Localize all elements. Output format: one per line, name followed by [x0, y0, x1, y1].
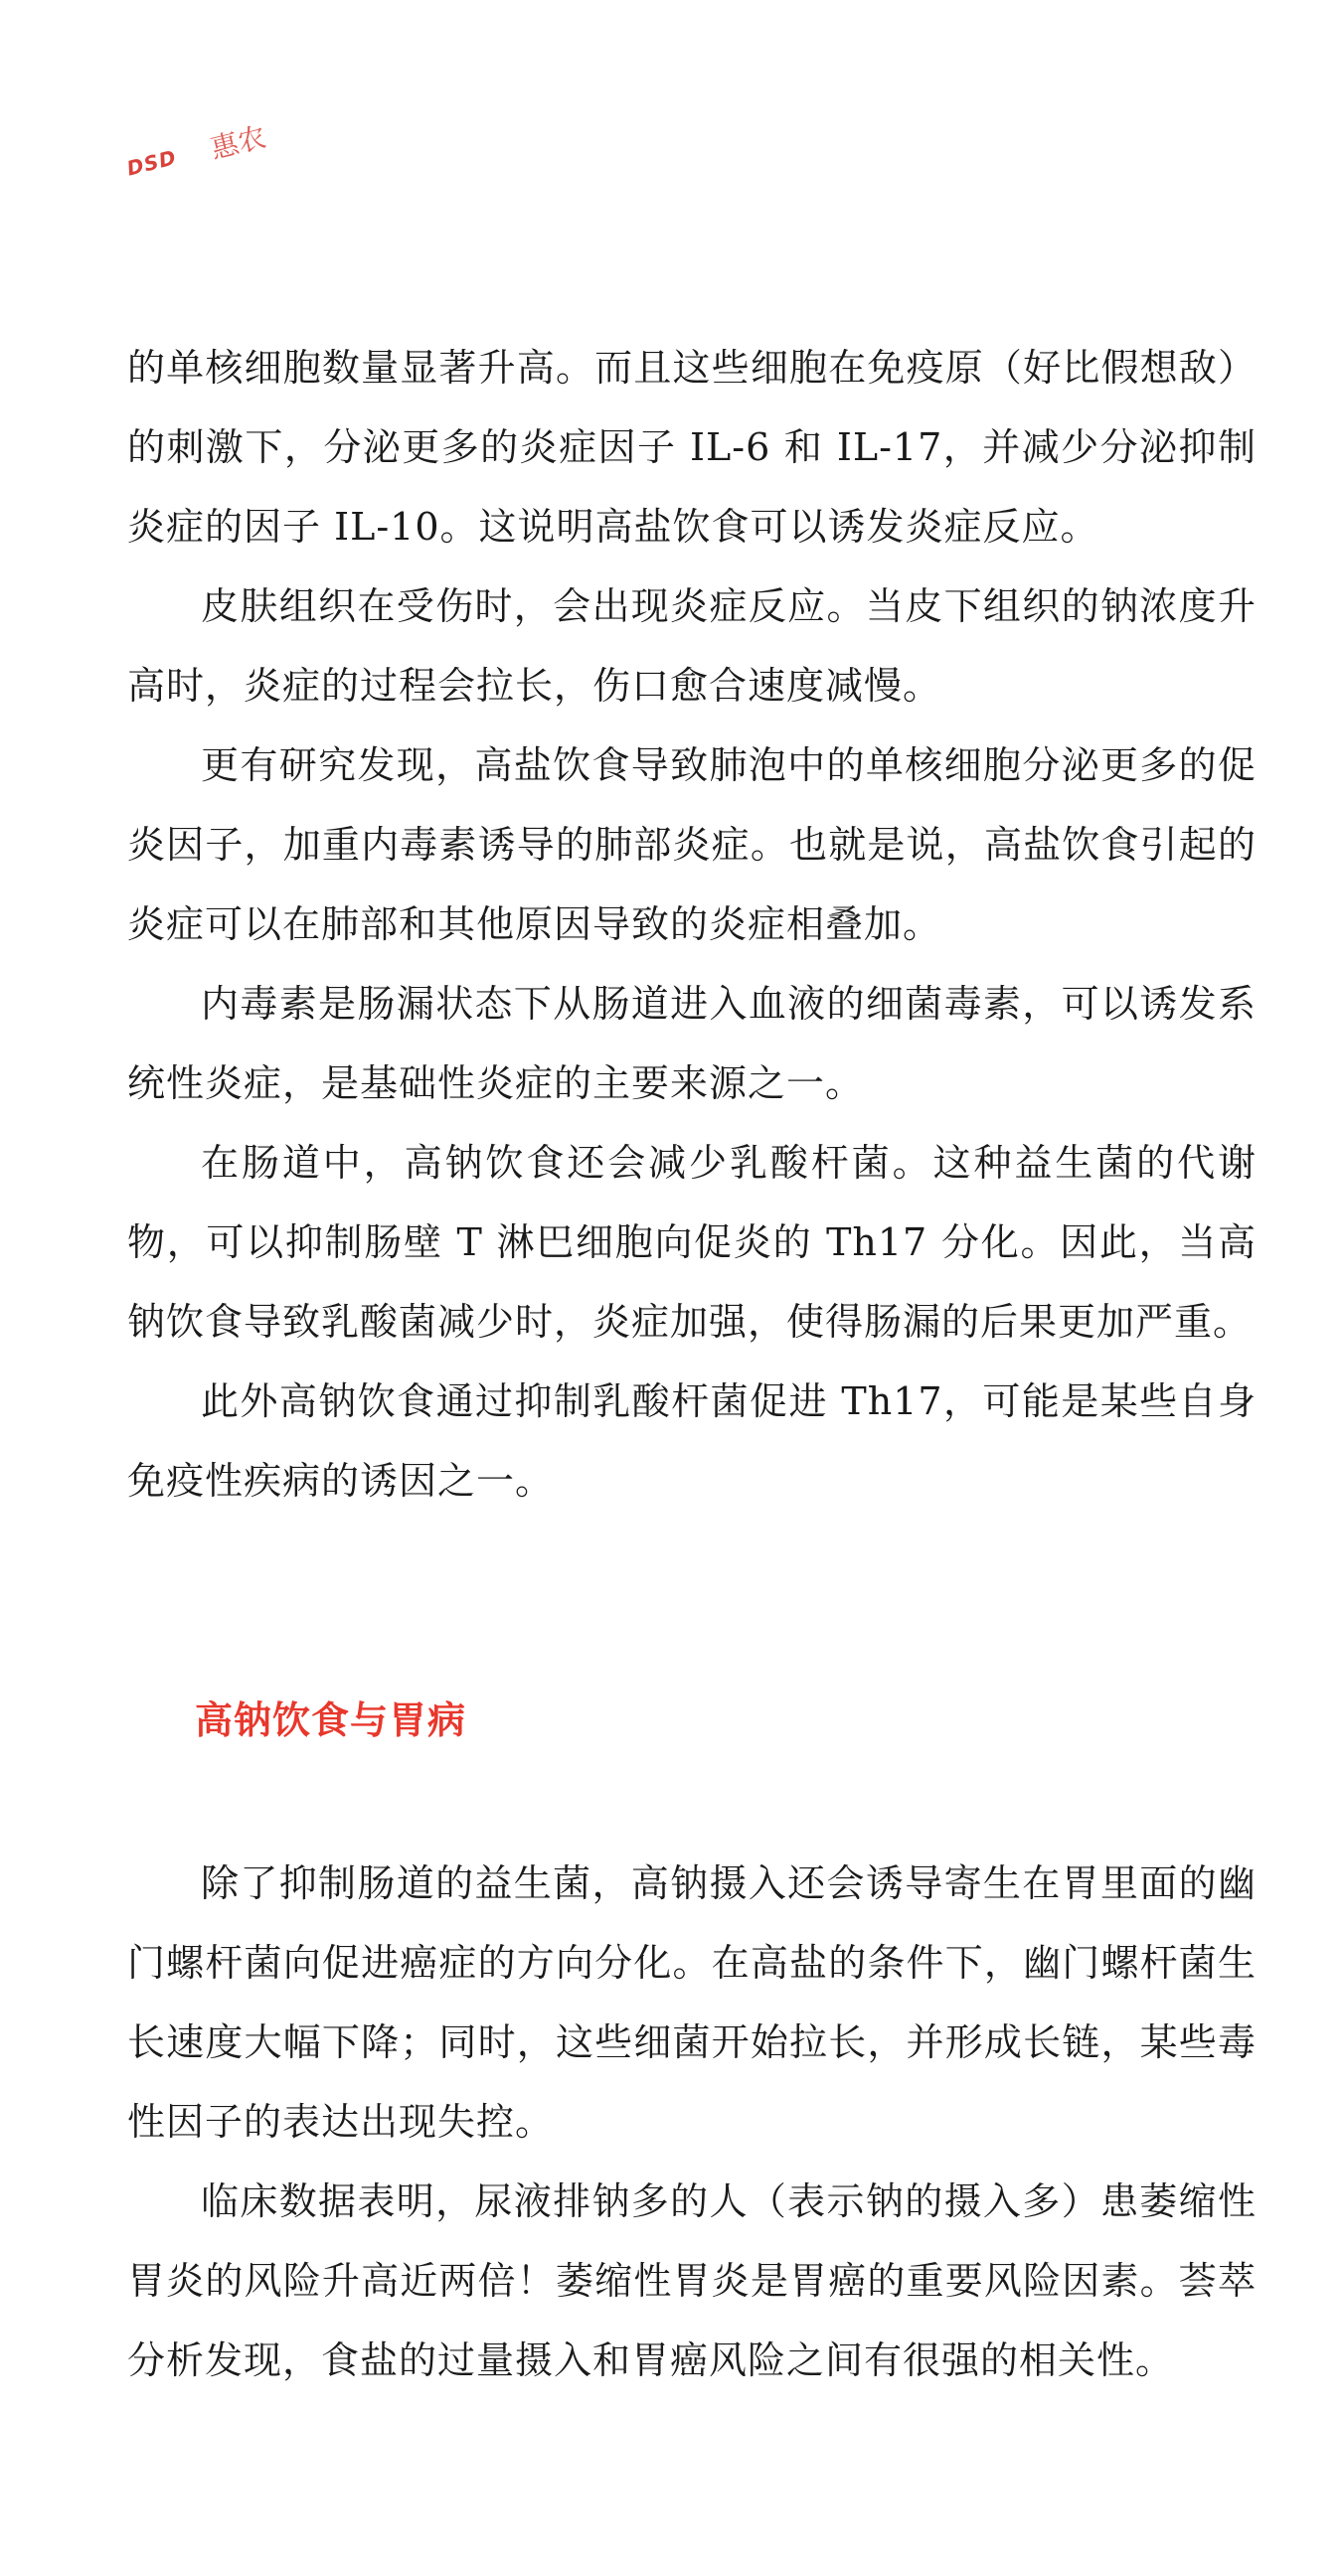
section-heading: 高钠饮食与胃病 [195, 1698, 467, 1742]
paragraph-continuation: 的单核细胞数量显著升高。而且这些细胞在免疫原（好比假想敌）的刺激下，分泌更多的炎症因子 IL-6 和 IL-17，并减少分泌抑制炎症的因子 IL-10。这说明高盐饮食可以诱发炎症反应。 [127, 346, 1257, 549]
paragraph-clinical-data: 临床数据表明，尿液排钠多的人（表示钠的摄入多）患萎缩性胃炎的风险升高近两倍！萎缩性胃炎是胃癌的重要风险因素。荟萃分析发现，食盐的过量摄入和胃癌风险之间有很强的相关性。 [127, 2179, 1257, 2382]
paragraph-skin-inflammation: 皮肤组织在受伤时，会出现炎症反应。当皮下组织的钠浓度升高时，炎症的过程会拉长，伤口愈合速度减慢。 [127, 584, 1257, 708]
section-2-body [127, 1844, 1257, 2400]
paragraph-lactobacillus: 在肠道中，高钠饮食还会减少乳酸杆菌。这种益生菌的代谢物，可以抑制肠壁 T 淋巴细胞向促炎的 Th17 分化。因此，当高钠饮食导致乳酸菌减少时，炎症加强，使得肠漏的后果更加严重。 [127, 1141, 1257, 1344]
paragraph-autoimmune: 此外高钠饮食通过抑制乳酸杆菌促进 Th17，可能是某些自身免疫性疾病的诱因之一。 [127, 1379, 1257, 1503]
stamp-code: DSD [124, 145, 180, 181]
stamp-signature: 惠农 [207, 119, 269, 166]
paragraph-lung-inflammation: 更有研究发现，高盐饮食导致肺泡中的单核细胞分泌更多的促炎因子，加重内毒素诱导的肺部炎症。也就是说，高盐饮食引起的炎症可以在肺部和其他原因导致的炎症相叠加。 [127, 743, 1257, 946]
red-ink-stamp [122, 115, 269, 188]
paragraph-helicobacter: 除了抑制肠道的益生菌，高钠摄入还会诱导寄生在胃里面的幽门螺杆菌向促进癌症的方向分化。在高盐的条件下，幽门螺杆菌生长速度大幅下降；同时，这些细菌开始拉长，并形成长链，某些毒性因子的表达出现失控。 [127, 1861, 1257, 2144]
section-1-body [127, 328, 1257, 1521]
paragraph-endotoxin: 内毒素是肠漏状态下从肠道进入血液的细菌毒素，可以诱发系统性炎症，是基础性炎症的主要来源之一。 [127, 982, 1257, 1105]
